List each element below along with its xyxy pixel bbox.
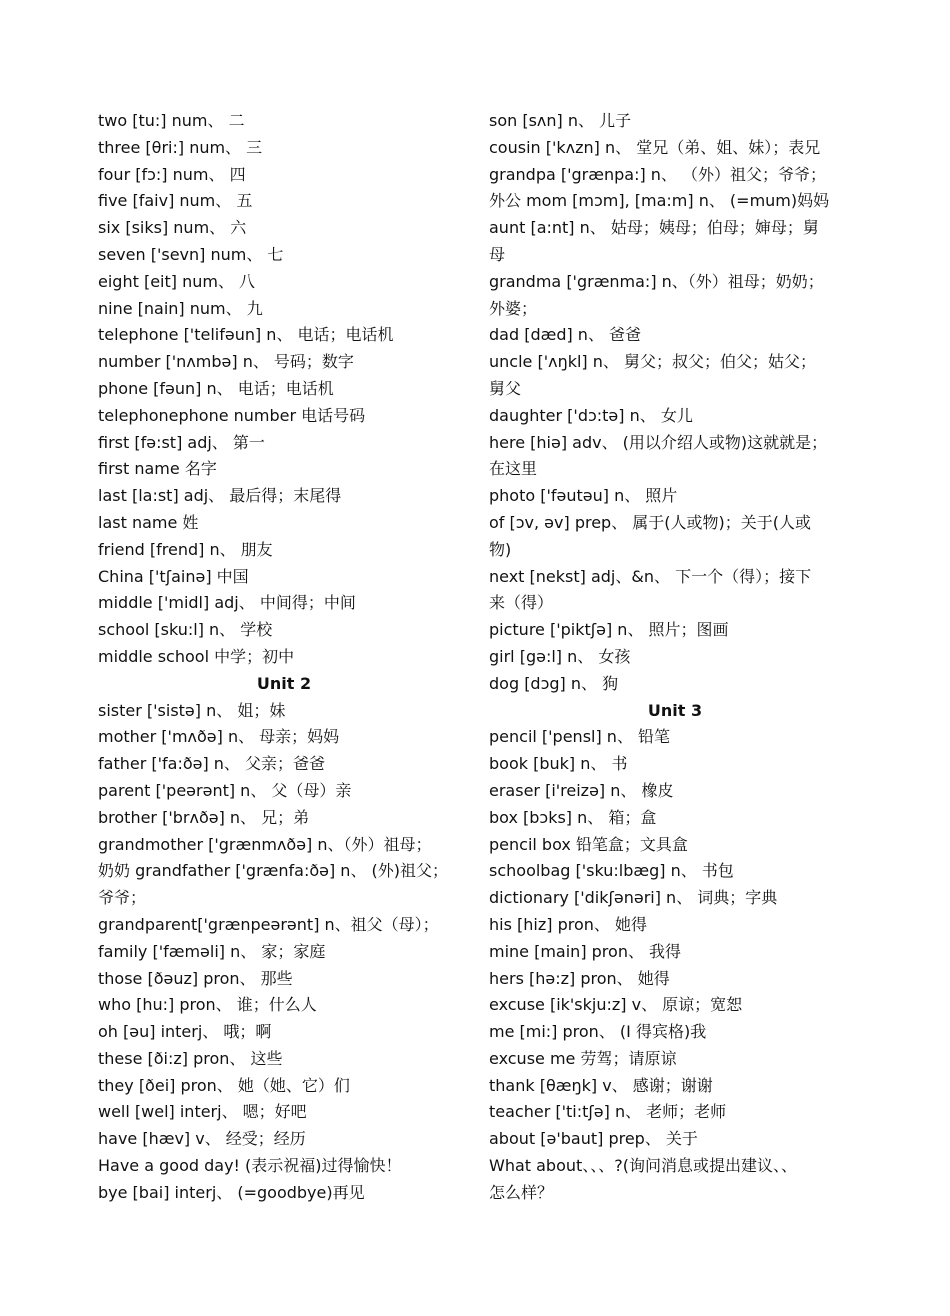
right-vocab-line: 物) bbox=[489, 539, 512, 559]
right-vocab-line: photo ['fəutəu] n、 照片 bbox=[489, 486, 678, 506]
left-vocab-line: seven ['sevn] num、 七 bbox=[98, 244, 284, 264]
left-vocab-line: grandparent['grænpeərənt] n、祖父（母）； bbox=[98, 914, 439, 934]
left-vocab-line: mother ['mʌðə] n、 母亲；妈妈 bbox=[98, 727, 340, 747]
right-vocab-line: daughter ['dɔ:tə] n、 女儿 bbox=[489, 405, 693, 425]
left-vocab-line: those [ðəuz] pron、 那些 bbox=[98, 968, 293, 988]
left-vocab-line: these [ði:z] pron、 这些 bbox=[98, 1048, 283, 1068]
left-vocab-line: well [wel] interj、 嗯；好吧 bbox=[98, 1102, 307, 1122]
left-vocab-line: grandmother ['grænmʌðə] n、（外）祖母； bbox=[98, 834, 432, 854]
left-vocab-line: six [siks] num、 六 bbox=[98, 218, 247, 238]
right-vocab-line: book [buk] n、 书 bbox=[489, 754, 628, 774]
left-vocab-line: who [hu:] pron、 谁；什么人 bbox=[98, 995, 317, 1015]
right-vocab-line: pencil ['pensl] n、 铅笔 bbox=[489, 727, 671, 747]
left-vocab-line: father ['fa:ðə] n、 父亲；爸爸 bbox=[98, 754, 326, 774]
left-vocab-line: school [sku:l] n、 学校 bbox=[98, 620, 273, 640]
left-vocab-line: oh [əu] interj、 哦；啊 bbox=[98, 1022, 272, 1042]
right-vocab-line: eraser [i'reizə] n、 橡皮 bbox=[489, 780, 674, 800]
left-vocab-line: they [ðei] pron、 她（她、它）们 bbox=[98, 1075, 350, 1095]
right-vocab-line: What about、、、?(询问消息或提出建议、、 bbox=[489, 1156, 798, 1176]
left-vocab-line: telephone ['telifəun] n、 电话；电话机 bbox=[98, 325, 394, 345]
right-vocab-line: excuse [ik'skju:z] v、 原谅；宽恕 bbox=[489, 995, 743, 1015]
left-vocab-line: first name 名字 bbox=[98, 459, 217, 479]
right-unit-heading: Unit 3 bbox=[647, 700, 703, 720]
right-vocab-line: pencil box 铅笔盒；文具盒 bbox=[489, 834, 688, 854]
left-vocab-line: four [fɔ:] num、 四 bbox=[98, 164, 246, 184]
right-vocab-line: schoolbag ['sku:lbæg] n、 书包 bbox=[489, 861, 734, 881]
right-vocab-line: 外公 mom [mɔm], [ma:m] n、 (=mum)妈妈 bbox=[489, 191, 830, 211]
right-vocab-line: dictionary ['dikʃənəri] n、 词典；字典 bbox=[489, 888, 778, 908]
left-vocab-line: friend [frend] n、 朋友 bbox=[98, 539, 273, 559]
left-vocab-line: two [tu:] num、 二 bbox=[98, 111, 245, 130]
right-vocab-line: dog [dɔg] n、 狗 bbox=[489, 673, 619, 693]
right-vocab-line: next [nekst] adj、&n、 下一个（得）；接下 bbox=[489, 566, 812, 586]
right-vocab-line: grandma ['grænma:] n、（外）祖母；奶奶； bbox=[489, 271, 824, 291]
right-vocab-line: picture ['piktʃə] n、 照片；图画 bbox=[489, 620, 729, 640]
right-vocab-line: thank [θæŋk] v、 感谢；谢谢 bbox=[489, 1075, 713, 1095]
left-unit-heading: Unit 2 bbox=[256, 673, 312, 693]
right-vocab-line: mine [main] pron、 我得 bbox=[489, 941, 682, 961]
right-vocab-line: aunt [a:nt] n、 姑母；姨母；伯母；婶母；舅 bbox=[489, 218, 819, 238]
right-vocab-line: here [hiə] adv、 (用以介绍人或物)这就就是； bbox=[489, 432, 828, 452]
left-vocab-line: have [hæv] v、 经受；经历 bbox=[98, 1129, 306, 1149]
left-vocab-line: bye [bai] interj、 (=goodbye)再见 bbox=[98, 1182, 365, 1202]
left-vocab-line: Have a good day! (表示祝福)过得愉快！ bbox=[98, 1156, 402, 1176]
right-vocab-line: dad [dæd] n、 爸爸 bbox=[489, 325, 642, 345]
left-vocab-line: three [θri:] num、 三 bbox=[98, 137, 263, 157]
right-vocab-line: about [ə'baut] prep、 关于 bbox=[489, 1129, 698, 1149]
right-vocab-line: cousin ['kʌzn] n、 堂兄（弟、姐、妹）；表兄 bbox=[489, 137, 821, 157]
right-vocab-line: 母 bbox=[489, 244, 506, 264]
left-vocab-line: sister ['sistə] n、 姐；妹 bbox=[98, 700, 286, 720]
right-vocab-line: 在这里 bbox=[489, 459, 538, 479]
left-vocab-line: number ['nʌmbə] n、 号码；数字 bbox=[98, 352, 354, 372]
left-vocab-line: China ['tʃainə] 中国 bbox=[98, 566, 249, 586]
right-vocab-line: box [bɔks] n、 箱；盒 bbox=[489, 807, 657, 827]
left-column bbox=[98, 108, 470, 1207]
left-vocab-line: first [fə:st] adj、 第一 bbox=[98, 432, 265, 452]
left-vocab-line: phone [fəun] n、 电话；电话机 bbox=[98, 378, 334, 398]
left-vocab-line: eight [eit] num、 八 bbox=[98, 271, 256, 291]
right-vocab-line: 外婆； bbox=[489, 298, 538, 318]
right-vocab-line: 怎么样？ bbox=[489, 1182, 554, 1202]
left-vocab-line: telephonephone number 电话号码 bbox=[98, 405, 366, 425]
left-vocab-line: five [faiv] num、 五 bbox=[98, 191, 253, 211]
right-vocab-line: uncle ['ʌŋkl] n、 舅父；叔父；伯父；姑父； bbox=[489, 352, 816, 372]
right-vocab-line: grandpa ['grænpa:] n、 （外）祖父；爷爷； bbox=[489, 164, 827, 184]
right-vocab-line: 来（得） bbox=[489, 593, 554, 613]
right-vocab-line: son [sʌn] n、 儿子 bbox=[489, 111, 632, 130]
left-vocab-line: 爷爷； bbox=[98, 888, 147, 908]
left-vocab-line: last [la:st] adj、 最后得；末尾得 bbox=[98, 486, 342, 506]
left-vocab-line: middle ['midl] adj、 中间得；中间 bbox=[98, 593, 356, 613]
left-vocab-line: last name 姓 bbox=[98, 512, 199, 532]
right-vocab-line: his [hiz] pron、 她得 bbox=[489, 914, 647, 934]
left-vocab-line: middle school 中学；初中 bbox=[98, 646, 295, 666]
right-vocab-line: teacher ['ti:tʃə] n、 老师；老师 bbox=[489, 1102, 727, 1122]
left-vocab-line: family ['fæməli] n、 家；家庭 bbox=[98, 941, 326, 961]
right-vocab-line: of [ɔv, əv] prep、 属于(人或物)；关于(人或 bbox=[489, 512, 812, 532]
left-vocab-line: brother ['brʌðə] n、 兄；弟 bbox=[98, 807, 310, 827]
right-vocab-line: me [mi:] pron、 (I 得宾格)我 bbox=[489, 1022, 707, 1042]
left-vocab-line: parent ['peərənt] n、 父（母）亲 bbox=[98, 780, 352, 800]
right-vocab-line: excuse me 劳驾；请原谅 bbox=[489, 1048, 677, 1068]
right-column bbox=[489, 108, 861, 1207]
left-vocab-line: nine [nain] num、 九 bbox=[98, 298, 263, 318]
right-vocab-line: girl [gə:l] n、 女孩 bbox=[489, 646, 631, 666]
left-vocab-line: 奶奶 grandfather ['grænfa:ðə] n、 (外)祖父； bbox=[98, 861, 449, 881]
right-vocab-line: hers [hə:z] pron、 她得 bbox=[489, 968, 670, 988]
right-vocab-line: 舅父 bbox=[489, 378, 522, 398]
